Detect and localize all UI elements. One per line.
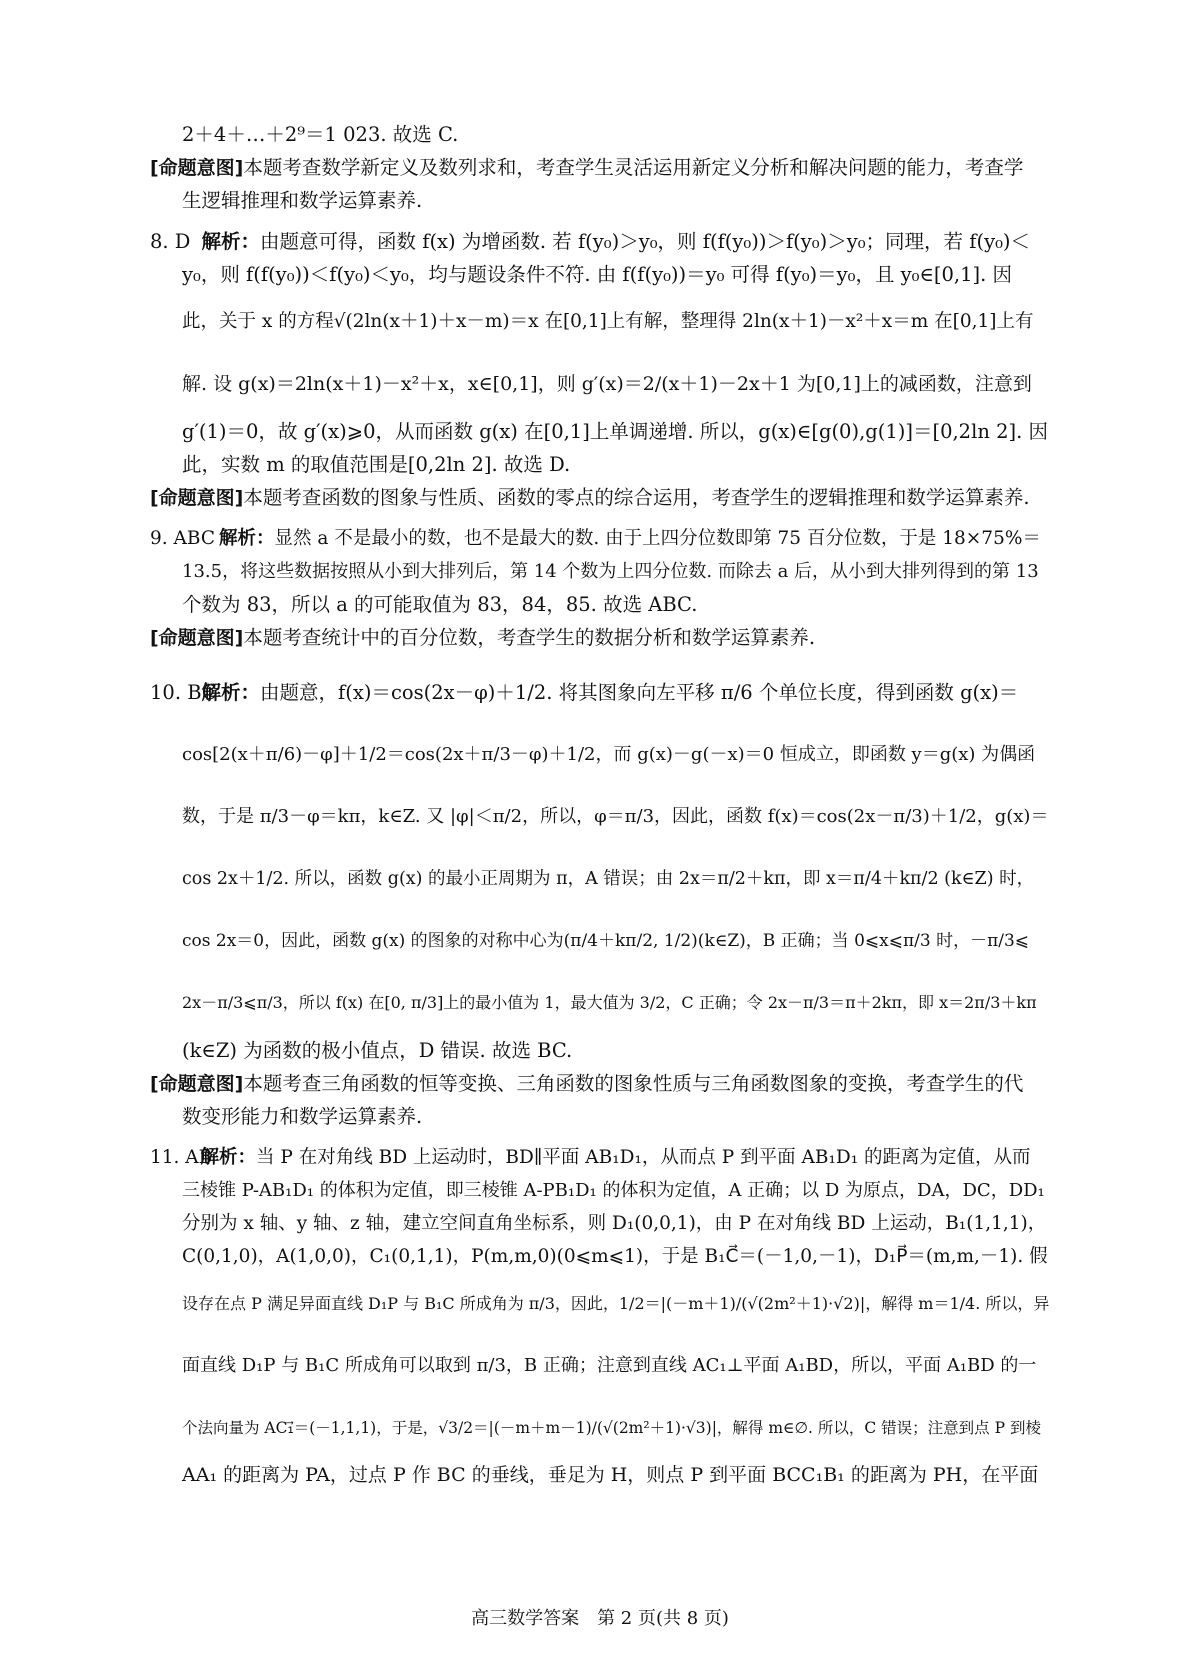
question-9-line: 9. ABC 解析：显然 a 不是最小的数，也不是最大的数. 由于上四分位数即第 75 百分位数，于是 18×75%＝ xyxy=(150,522,1050,555)
text-line: 生逻辑推理和数学运算素养. xyxy=(182,189,423,212)
question-11-line: 11. AB 解析：当 P 在对角线 BD 上运动时，BD∥平面 AB₁D₁，从而点 P 到平面 AB₁D₁ 的距离为定值，从而 xyxy=(150,1141,1050,1174)
intent-line: [命题意图]本题考查统计中的百分位数，考查学生的数据分析和数学运算素养. xyxy=(150,626,816,649)
text-line: 个数为 83，所以 a 的可能取值为 83，84，85. 故选 ABC. xyxy=(182,593,698,616)
text-line: cos[2(x＋π/6)－φ]＋1/2＝cos(2x＋π/3－φ)＋1/2，而 g(x)－g(－x)＝0 恒成立，即函数 y＝g(x) 为偶函 xyxy=(182,744,1036,765)
answer-page xyxy=(150,118,1050,1492)
intent-label: [命题意图] xyxy=(150,487,244,509)
text-line: g′(1)＝0，故 g′(x)⩾0，从而函数 g(x) 在[0,1]上单调递增. 所以，g(x)∈[g(0),g(1)]＝[0,2ln 2]. 因 xyxy=(182,420,1048,443)
solution-label: 解析： xyxy=(200,1147,257,1168)
solution-label: 解析： xyxy=(201,230,261,253)
text-line: (k∈Z) 为函数的极小值点，D 错误. 故选 BC. xyxy=(182,1039,573,1062)
solution-label: 解析： xyxy=(219,528,275,549)
text-line: AA₁ 的距离为 PA，过点 P 作 BC 的垂线，垂足为 H，则点 P 到平面 BCC₁B₁ 的距离为 PH，在平面 xyxy=(182,1464,1039,1486)
intent-label: [命题意图] xyxy=(150,157,244,179)
text-line: 设存在点 P 满足异面直线 D₁P 与 B₁C 所成角为 π/3，因此，1/2＝|(－m＋1)/(√(2m²＋1)·√2)|，解得 m＝1/4. 所以，异 xyxy=(182,1294,1050,1313)
intent-label: [命题意图] xyxy=(150,1073,244,1095)
solution-label: 解析： xyxy=(201,681,261,704)
text-line: cos 2x＋1/2. 所以，函数 g(x) 的最小正周期为 π，A 错误；由 2x＝π/2＋kπ，即 x＝π/4＋kπ/2 (k∈Z) 时， xyxy=(182,869,1035,889)
text-line: 2x－π/3⩽π/3，所以 f(x) 在[0, π/3]上的最小值为 1，最大值为 3/2，C 正确；令 2x－π/3＝π＋2kπ，即 x＝2π/3＋kπ xyxy=(182,993,1037,1012)
question-10-answer: 10. BC xyxy=(150,681,217,704)
text-line: 此，关于 x 的方程√(2ln(x＋1)＋x－m)＝x 在[0,1]上有解，整理得 2ln(x＋1)－x²＋x＝m 在[0,1]上有 xyxy=(182,311,1034,332)
text-line: 面直线 D₁P 与 B₁C 所成角可以取到 π/3，B 正确；注意到直线 AC₁⊥平面 A₁BD，所以，平面 A₁BD 的一 xyxy=(182,1355,1037,1376)
question-9-answer: 9. ABC xyxy=(150,528,215,549)
question-8-answer: 8. D xyxy=(150,230,191,253)
intent-label: [命题意图] xyxy=(150,627,244,649)
question-8-line: 8. D 解析：由题意可得，函数 f(x) 为增函数. 若 f(y₀)＞y₀，则 f(f(y₀))＞f(y₀)＞y₀；同理，若 f(y₀)＜ xyxy=(150,225,1050,258)
text-line: 13.5，将这些数据按照从小到大排列后，第 14 个数为上四分位数. 而除去 a 后，从小到大排列得到的第 13 xyxy=(182,561,1039,582)
intent-line: [命题意图]本题考查函数的图象与性质、函数的零点的综合运用，考查学生的逻辑推理和数学运算素养. xyxy=(150,486,1030,509)
text-line: 解. 设 g(x)＝2ln(x＋1)－x²＋x，x∈[0,1]，则 g′(x)＝2/(x＋1)－2x＋1 为[0,1]上的减函数，注意到 xyxy=(182,373,1032,395)
text-line: 分别为 x 轴、y 轴、z 轴，建立空间直角坐标系，则 D₁(0,0,1)，由 P 在对角线 BD 上运动，B₁(1,1,1)， xyxy=(182,1213,1047,1234)
question-10-line: 10. BC 解析：由题意，f(x)＝cos(2x－φ)＋1/2. 将其图象向左平移 π/6 个单位长度，得到函数 g(x)＝ xyxy=(150,662,1050,724)
text-line: 三棱锥 P-AB₁D₁ 的体积为定值，即三棱锥 A-PB₁D₁ 的体积为定值，A 正确；以 D 为原点，DA，DC，DD₁ xyxy=(182,1180,1045,1201)
text-line: 2＋4＋…＋2⁹＝1 023. 故选 C. xyxy=(182,123,459,146)
question-11-answer: 11. AB xyxy=(150,1147,213,1168)
intent-line: [命题意图]本题考查数学新定义及数列求和，考查学生灵活运用新定义分析和解决问题的能力，考查学 xyxy=(150,156,1024,179)
text-line: y₀，则 f(f(y₀))＜f(y₀)＜y₀，均与题设条件不符. 由 f(f(y₀))＝y₀ 可得 f(y₀)＝y₀，且 y₀∈[0,1]. 因 xyxy=(182,263,1013,286)
text-line: 数变形能力和数学运算素养. xyxy=(182,1105,423,1128)
page-footer: 高三数学答案 第 2 页(共 8 页) xyxy=(471,1608,729,1629)
intent-line: [命题意图]本题考查三角函数的恒等变换、三角函数的图象性质与三角函数图象的变换，考查学生的代 xyxy=(150,1072,1024,1095)
text-line: cos 2x＝0，因此，函数 g(x) 的图象的对称中心为(π/4＋kπ/2, 1/2)(k∈Z)，B 正确；当 0⩽x⩽π/3 时，－π/3⩽ xyxy=(182,931,1030,951)
text-line: 个法向量为 AC₁⃗＝(－1,1,1)，于是，√3/2＝|(－m＋m－1)/(√(2m²＋1)·√3)|，解得 m∈∅. 所以，C 错误；注意到点 P 到棱 xyxy=(182,1419,1041,1437)
text-line: 此，实数 m 的取值范围是[0,2ln 2]. 故选 D. xyxy=(182,453,571,476)
text-line: C(0,1,0)，A(1,0,0)，C₁(0,1,1)，P(m,m,0)(0⩽m⩽1)，于是 B₁C⃗＝(－1,0,－1)，D₁P⃗＝(m,m,－1). 假 xyxy=(182,1246,1048,1267)
text-line: 数，于是 π/3－φ＝kπ，k∈Z. 又 |φ|＜π/2，所以，φ＝π/3，因此，函数 f(x)＝cos(2x－π/3)＋1/2，g(x)＝ xyxy=(182,806,1049,827)
